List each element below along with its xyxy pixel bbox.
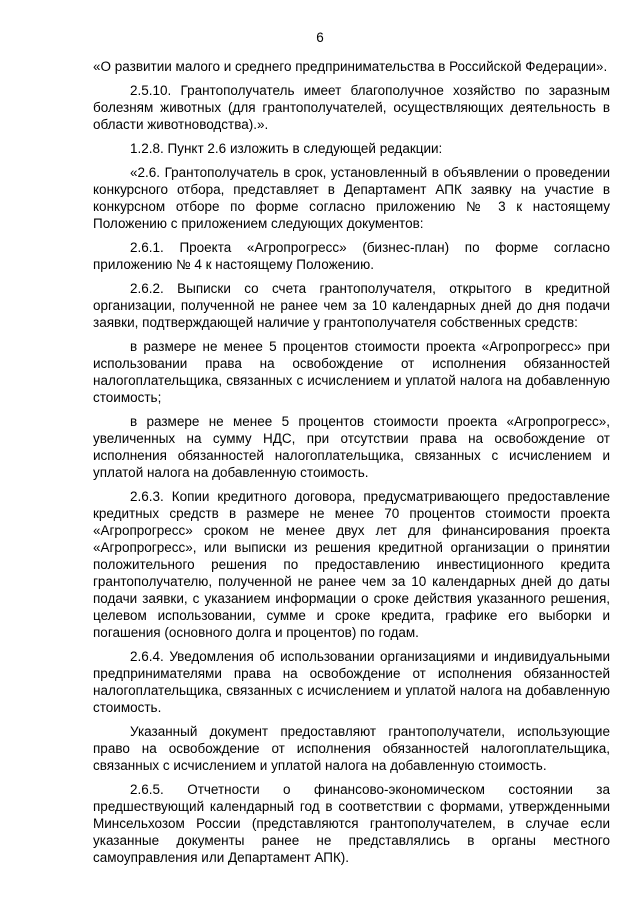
paragraph-2-6-3: 2.6.3. Копии кредитного договора, предусматривающего предоставление кредитных средств в размере не менее 70 процентов стоимости проекта «Агропрогресс» сроком не менее двух лет для финансирования проекта «Агропрогресс», или выписки из решения кредитной организации о принятии положительного решения по предоставлению инвестиционного кредита грантополучателю, полученной не ранее чем за 10 календарных дней до даты подачи заявки, с указанием информации о сроке действия указанного решения, целевом использовании, сумме и сроке кредита, графике его выборки и погашения (основного долга и процентов) по годам. — [93, 489, 610, 640]
paragraph-2-6-1: 2.6.1. Проекта «Агропрогресс» (бизнес-план) по форме согласно приложению № 4 к настоящему Положению. — [93, 240, 610, 272]
paragraph-2-6-2-option-2: в размере не менее 5 процентов стоимости проекта «Агропрогресс», увеличенных на сумму НДС, при отсутствии права на освобождение от исполнения обязанностей налогоплательщика, связанных с исчислением и уплатой налога на добавленную стоимость. — [93, 414, 610, 480]
paragraph-2-6: «2.6. Грантополучатель в срок, установленный в объявлении о проведении конкурсного отбора, представляет в Департамент АПК заявку на участие в конкурсном отборе по форме согласно приложению № 3 к настоящему Положению с приложением следующих документов: — [93, 165, 610, 231]
paragraph-2-6-2: 2.6.2. Выписки со счета грантополучателя, открытого в кредитной организации, полученной не ранее чем за 10 календарных дней до дня подачи заявки, подтверждающей наличие у грантополучателя собственных средств: — [93, 281, 610, 330]
paragraph-continuation: «О развитии малого и среднего предпринимательства в Российской Федерации». — [93, 59, 608, 74]
paragraph-2-6-2-option-1: в размере не менее 5 процентов стоимости проекта «Агропрогресс» при использовании права на освобождение от исполнения обязанностей налогоплательщика, связанных с исчислением и уплатой налога на добавленную стоимость; — [93, 339, 610, 405]
document-body — [93, 58, 610, 873]
paragraph-2-6-5: 2.6.5. Отчетности о финансово-экономическом состоянии за предшествующий календарный год в соответствии с формами, утвержденными Минсельхозом России (представляются грантополучателем, в случае если указанные документы ранее не представлялись в органы местного самоуправления или Департамент АПК). — [93, 782, 610, 865]
paragraph-2-6-4: 2.6.4. Уведомления об использовании организациями и индивидуальными предпринимателями права на освобождение от исполнения обязанностей налогоплательщика, связанных с исчислением и уплатой налога на добавленную стоимость. — [93, 649, 610, 715]
paragraph-1-2-8: 1.2.8. Пункт 2.6 изложить в следующей редакции: — [130, 141, 443, 156]
page-number: 6 — [316, 30, 324, 45]
paragraph-2-5-10: 2.5.10. Грантополучатель имеет благополучное хозяйство по заразным болезням животных (для грантополучателей, осуществляющих деятельность в области животноводства).». — [93, 83, 610, 132]
paragraph-2-6-4-note: Указанный документ предоставляют грантополучатели, использующие право на освобождение от исполнения обязанностей налогоплательщика, связанных с исчислением и уплатой налога на добавленную стоимость. — [93, 724, 610, 773]
